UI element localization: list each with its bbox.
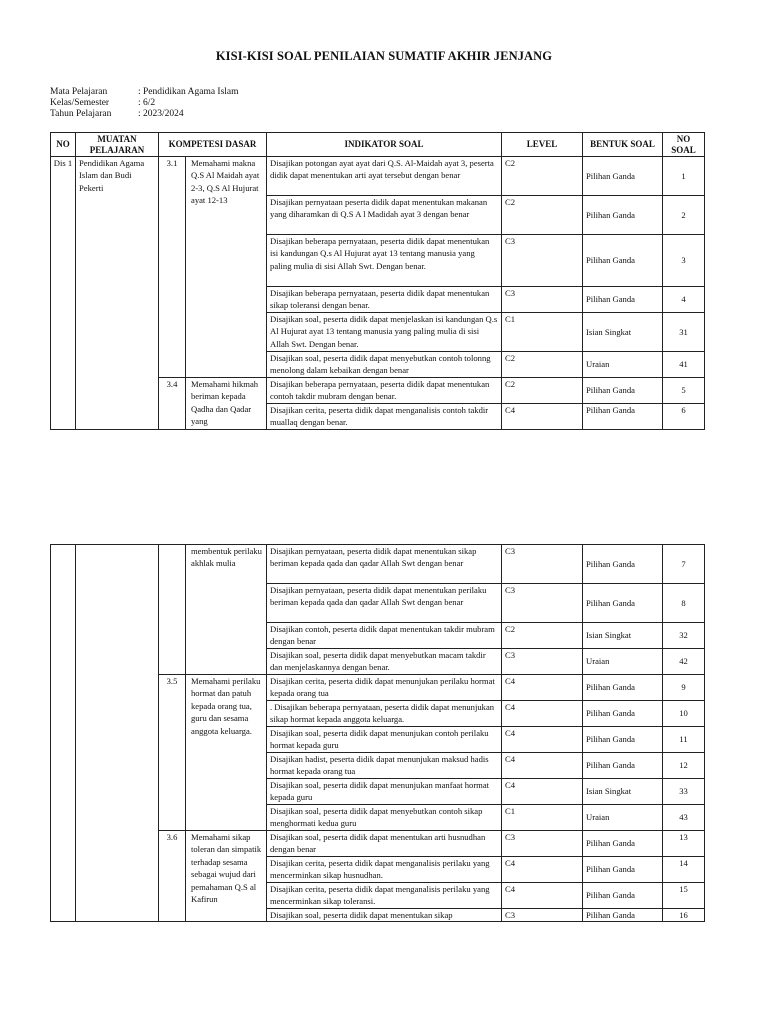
bentuk-cell: Pilihan Ganda: [583, 196, 663, 235]
kisi-kisi-table-page2: [50, 544, 705, 922]
indikator-cell: Disajikan pernyataan, peserta didik dapat menentukan sikap beriman kepada qada dan qadar Allah Swt dengan benar: [267, 545, 502, 584]
indikator-cell: Disajikan cerita, peserta didik dapat menganalisis perilaku yang mencerminkan sikap toleransi.: [267, 883, 502, 909]
bentuk-cell: Pilihan Ganda: [583, 404, 663, 430]
meta-label: Tahun Pelajaran: [50, 109, 112, 119]
kd-text: Memahami perilaku hormat dan patuh kepada orang tua, guru dan sesama anggota keluarga.: [186, 675, 267, 831]
level-cell: C2: [502, 623, 583, 649]
bentuk-cell: Pilihan Ganda: [583, 857, 663, 883]
bentuk-cell: Uraian: [583, 649, 663, 675]
kd-number: 3.4: [159, 378, 186, 430]
indikator-cell: Disajikan beberapa pernyataan, peserta didik dapat menentukan isi kandungan Q.s Al Hujurat ayat 13 tentang manusia yang paling mulia di sisi Allah Swt. Dengan benar.: [267, 235, 502, 287]
bentuk-cell: Isian Singkat: [583, 779, 663, 805]
kd-number: 3.1: [159, 157, 186, 378]
nosoal-cell: 6: [663, 404, 705, 430]
header-level: LEVEL: [502, 133, 583, 157]
level-cell: C1: [502, 313, 583, 352]
row-no: [51, 545, 76, 922]
indikator-cell: Disajikan contoh, peserta didik dapat menentukan takdir mubram dengan benar: [267, 623, 502, 649]
indikator-cell: Disajikan soal, peserta didik dapat menyebutkan contoh sikap menghormati kedua guru: [267, 805, 502, 831]
nosoal-cell: 10: [663, 701, 705, 727]
indikator-cell: Disajikan beberapa pernyataan, peserta didik dapat menentukan sikap toleransi dengan benar.: [267, 287, 502, 313]
bentuk-cell: Pilihan Ganda: [583, 157, 663, 196]
bentuk-cell: Pilihan Ganda: [583, 287, 663, 313]
nosoal-cell: 33: [663, 779, 705, 805]
table-header-row: [51, 133, 705, 157]
meta-value: : 2023/2024: [138, 109, 184, 119]
nosoal-cell: 12: [663, 753, 705, 779]
indikator-cell: Disajikan soal, peserta didik dapat menjelaskan isi kandungan Q.s Al Hujurat ayat 13 tentang manusia yang paling mulia di sisi Allah Swt. Dengan benar.: [267, 313, 502, 352]
nosoal-cell: 16: [663, 909, 705, 922]
table-row: [51, 545, 705, 584]
header-indikator: INDIKATOR SOAL: [267, 133, 502, 157]
kd-text: Memahami hikmah beriman kepada Qadha dan Qadar yang: [186, 378, 267, 430]
indikator-cell: Disajikan soal, peserta didik dapat menunjukan manfaat hormat kepada guru: [267, 779, 502, 805]
table-row: [51, 157, 705, 196]
bentuk-cell: Pilihan Ganda: [583, 675, 663, 701]
nosoal-cell: 15: [663, 883, 705, 909]
level-cell: C1: [502, 805, 583, 831]
nosoal-cell: 7: [663, 545, 705, 584]
level-cell: C4: [502, 779, 583, 805]
nosoal-cell: 32: [663, 623, 705, 649]
level-cell: C3: [502, 584, 583, 623]
nosoal-cell: 31: [663, 313, 705, 352]
header-nosoal: NO SOAL: [663, 133, 705, 157]
nosoal-cell: 41: [663, 352, 705, 378]
level-cell: C3: [502, 287, 583, 313]
muatan-cell: [76, 545, 159, 922]
nosoal-cell: 9: [663, 675, 705, 701]
nosoal-cell: 3: [663, 235, 705, 287]
indikator-cell: Disajikan soal, peserta didik dapat menunjukan contoh perilaku hormat kepada guru: [267, 727, 502, 753]
indikator-cell: Disajikan soal, peserta didik dapat menentukan arti husnudhan dengan benar: [267, 831, 502, 857]
level-cell: C2: [502, 157, 583, 196]
header-muatan: MUATAN PELAJARAN: [76, 133, 159, 157]
level-cell: C4: [502, 404, 583, 430]
level-cell: C4: [502, 727, 583, 753]
nosoal-cell: 42: [663, 649, 705, 675]
nosoal-cell: 43: [663, 805, 705, 831]
bentuk-cell: Uraian: [583, 352, 663, 378]
kd-text: Memahami sikap toleran dan simpatik terhadap sesama sebagai wujud dari pemahaman Q.S al Kafirun: [186, 831, 267, 922]
bentuk-cell: Pilihan Ganda: [583, 753, 663, 779]
kisi-kisi-table-page1: [50, 132, 705, 430]
bentuk-cell: Pilihan Ganda: [583, 909, 663, 922]
indikator-cell: Disajikan soal, peserta didik dapat menyebutkan macam takdir dan menjelaskannya dengan benar.: [267, 649, 502, 675]
nosoal-cell: 8: [663, 584, 705, 623]
kd-text: membentuk perilaku akhlak mulia: [186, 545, 267, 675]
bentuk-cell: Uraian: [583, 805, 663, 831]
kd-number: 3.6: [159, 831, 186, 922]
level-cell: C4: [502, 753, 583, 779]
bentuk-cell: Pilihan Ganda: [583, 235, 663, 287]
meta-label: Kelas/Semester: [50, 98, 110, 108]
level-cell: C3: [502, 649, 583, 675]
level-cell: C2: [502, 196, 583, 235]
bentuk-cell: Pilihan Ganda: [583, 378, 663, 404]
indikator-cell: Disajikan pernyataan peserta didik dapat menentukan makanan yang diharamkan di Q.S A l Madidah ayat 3 dengan benar: [267, 196, 502, 235]
level-cell: C4: [502, 675, 583, 701]
nosoal-cell: 13: [663, 831, 705, 857]
meta-class-semester: [50, 98, 155, 109]
indikator-cell: Disajikan potongan ayat ayat dari Q.S. Al-Maidah ayat 3, peserta didik dapat menentukan arti ayat tersebut dengan benar: [267, 157, 502, 196]
nosoal-cell: 11: [663, 727, 705, 753]
kd-number: [159, 545, 186, 675]
bentuk-cell: Pilihan Ganda: [583, 727, 663, 753]
level-cell: C4: [502, 701, 583, 727]
meta-value: : 6/2: [138, 98, 156, 108]
bentuk-cell: Pilihan Ganda: [583, 584, 663, 623]
indikator-cell: Disajikan cerita, peserta didik dapat menganalisis perilaku yang mencerminkan sikap husnudhan.: [267, 857, 502, 883]
meta-value: : Pendidikan Agama Islam: [138, 87, 239, 97]
nosoal-cell: 4: [663, 287, 705, 313]
bentuk-cell: Pilihan Ganda: [583, 883, 663, 909]
bentuk-cell: Isian Singkat: [583, 313, 663, 352]
bentuk-cell: Isian Singkat: [583, 623, 663, 649]
nosoal-cell: 2: [663, 196, 705, 235]
level-cell: C4: [502, 857, 583, 883]
header-kd: KOMPETESI DASAR: [159, 133, 267, 157]
level-cell: C3: [502, 545, 583, 584]
row-no: Dis 1: [51, 157, 76, 430]
indikator-cell: Disajikan soal, peserta didik dapat menentukan sikap: [267, 909, 502, 922]
indikator-cell: Disajikan hadist, peserta didik dapat menunjukan maksud hadis hormat kepada orang tua: [267, 753, 502, 779]
meta-subject: [50, 87, 239, 98]
indikator-cell: . Disajikan beberapa pernyataan, peserta didik dapat menunjukan sikap hormat kepada anggota keluarga.: [267, 701, 502, 727]
bentuk-cell: Pilihan Ganda: [583, 545, 663, 584]
level-cell: C2: [502, 352, 583, 378]
kd-number: 3.5: [159, 675, 186, 831]
indikator-cell: Disajikan cerita, peserta didik dapat menganalisis contoh takdir muallaq dengan benar.: [267, 404, 502, 430]
level-cell: C3: [502, 235, 583, 287]
level-cell: C4: [502, 883, 583, 909]
indikator-cell: Disajikan beberapa pernyataan, peserta didik dapat menentukan contoh takdir mubram dengan benar.: [267, 378, 502, 404]
document-title: KISI-KISI SOAL PENILAIAN SUMATIF AKHIR JENJANG: [215, 49, 553, 63]
muatan-cell: Pendidikan Agama Islam dan Budi Pekerti: [76, 157, 159, 430]
kd-text: Memahami makna Q.S Al Maidah ayat 2-3, Q.S Al Hujurat ayat 12-13: [186, 157, 267, 378]
meta-label: Mata Pelajaran: [50, 87, 108, 97]
nosoal-cell: 5: [663, 378, 705, 404]
indikator-cell: Disajikan cerita, peserta didik dapat menunjukan perilaku hormat kepada orang tua: [267, 675, 502, 701]
indikator-cell: Disajikan soal, peserta didik dapat menyebutkan contoh tolonng menolong dalam kebaikan dengan benar: [267, 352, 502, 378]
bentuk-cell: Pilihan Ganda: [583, 701, 663, 727]
level-cell: C2: [502, 378, 583, 404]
header-bentuk: BENTUK SOAL: [583, 133, 663, 157]
nosoal-cell: 14: [663, 857, 705, 883]
indikator-cell: Disajikan pernyataan, peserta didik dapat menentukan perilaku beriman kepada qada dan qadar Allah Swt dengan benar: [267, 584, 502, 623]
header-no: NO: [51, 133, 76, 157]
nosoal-cell: 1: [663, 157, 705, 196]
bentuk-cell: Pilihan Ganda: [583, 831, 663, 857]
level-cell: C3: [502, 909, 583, 922]
level-cell: C3: [502, 831, 583, 857]
meta-school-year: [50, 109, 184, 120]
